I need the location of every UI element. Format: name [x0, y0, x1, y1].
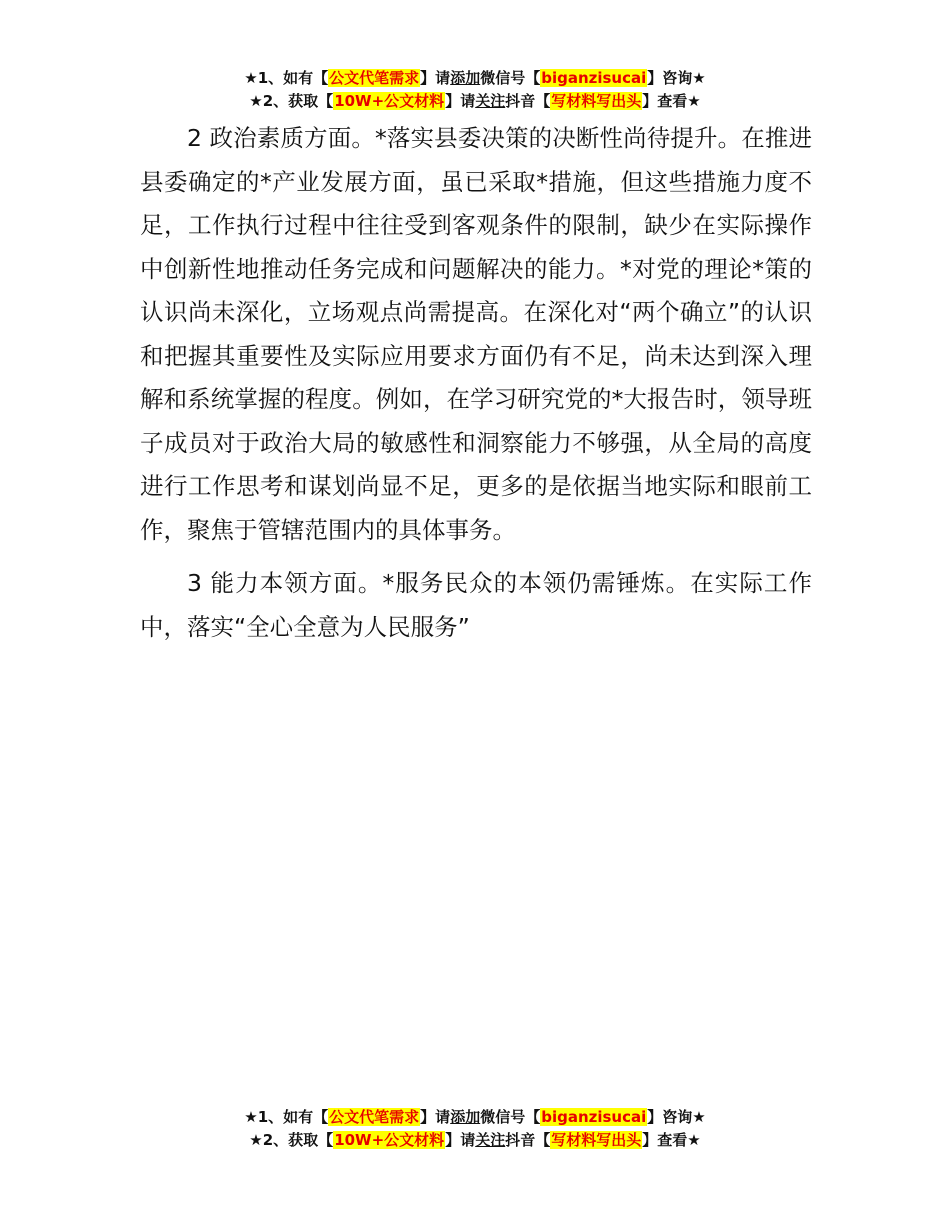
highlight-douyin-id: 写材料写出头: [551, 1131, 642, 1149]
paragraph-capability: 3 能力本领方面。*服务民众的本领仍需锤炼。在实际工作中，落实“全心全意为人民服务”: [140, 569, 812, 641]
highlight-materials: 10W+公文材料: [334, 92, 445, 110]
banner-text: 】请: [420, 69, 451, 87]
paragraph-political-quality: 2 政治素质方面。*落实县委决策的决断性尚待提升。在推进县委确定的*产业发展方面，虽已采取*措施，但这些措施力度不足，工作执行过程中往往受到客观条件的限制，缺少在实际操作中创新性地推动任务完成和问题解决的能力。*对党的理论*策的认识尚未深化，立场观点尚需提高。在深化对“两个确立”的认识和把握其重要性及实际应用要求方面仍有不足，尚未达到深入理解和系统掌握的程度。例如，在学习研究党的*大报告时，领导班子成员对于政治大局的敏感性和洞察能力不够强，从全局的高度进行工作思考和谋划尚显不足，更多的是依据当地实际和眼前工作，聚焦于管辖范围内的具体事务。: [140, 124, 812, 544]
banner-line-2: [0, 90, 950, 113]
banner-text: 微信号【: [480, 1108, 541, 1126]
banner-text: ★2、获取【: [249, 1131, 334, 1149]
highlight-douyin-id: 写材料写出头: [551, 92, 642, 110]
highlight-wechat-id: biganzisucai: [541, 69, 647, 87]
banner-underlined-text: 关注: [475, 1131, 506, 1149]
banner-line-2: [0, 1129, 950, 1152]
banner-text: 】查看★: [642, 1131, 701, 1149]
banner-underlined-text: 关注: [475, 92, 506, 110]
header-banner: [0, 67, 950, 113]
highlight-materials: 10W+公文材料: [334, 1131, 445, 1149]
banner-line-1: [0, 67, 950, 90]
banner-underlined-text: 添加: [450, 69, 481, 87]
banner-text: 微信号【: [480, 69, 541, 87]
banner-text: 】请: [445, 92, 476, 110]
banner-text: 抖音【: [505, 92, 551, 110]
banner-text: ★1、如有【: [244, 1108, 329, 1126]
banner-text: 】咨询★: [647, 69, 706, 87]
highlight-service: 公文代笔需求: [329, 69, 420, 87]
banner-text: ★1、如有【: [244, 69, 329, 87]
banner-text: 】请: [420, 1108, 451, 1126]
document-body: [140, 117, 812, 659]
banner-text: 抖音【: [505, 1131, 551, 1149]
banner-text: ★2、获取【: [249, 92, 334, 110]
banner-text: 】请: [445, 1131, 476, 1149]
banner-underlined-text: 添加: [450, 1108, 481, 1126]
footer-banner: [0, 1106, 950, 1152]
highlight-wechat-id: biganzisucai: [541, 1108, 647, 1126]
banner-text: 】咨询★: [647, 1108, 706, 1126]
highlight-service: 公文代笔需求: [329, 1108, 420, 1126]
banner-text: 】查看★: [642, 92, 701, 110]
banner-line-1: [0, 1106, 950, 1129]
